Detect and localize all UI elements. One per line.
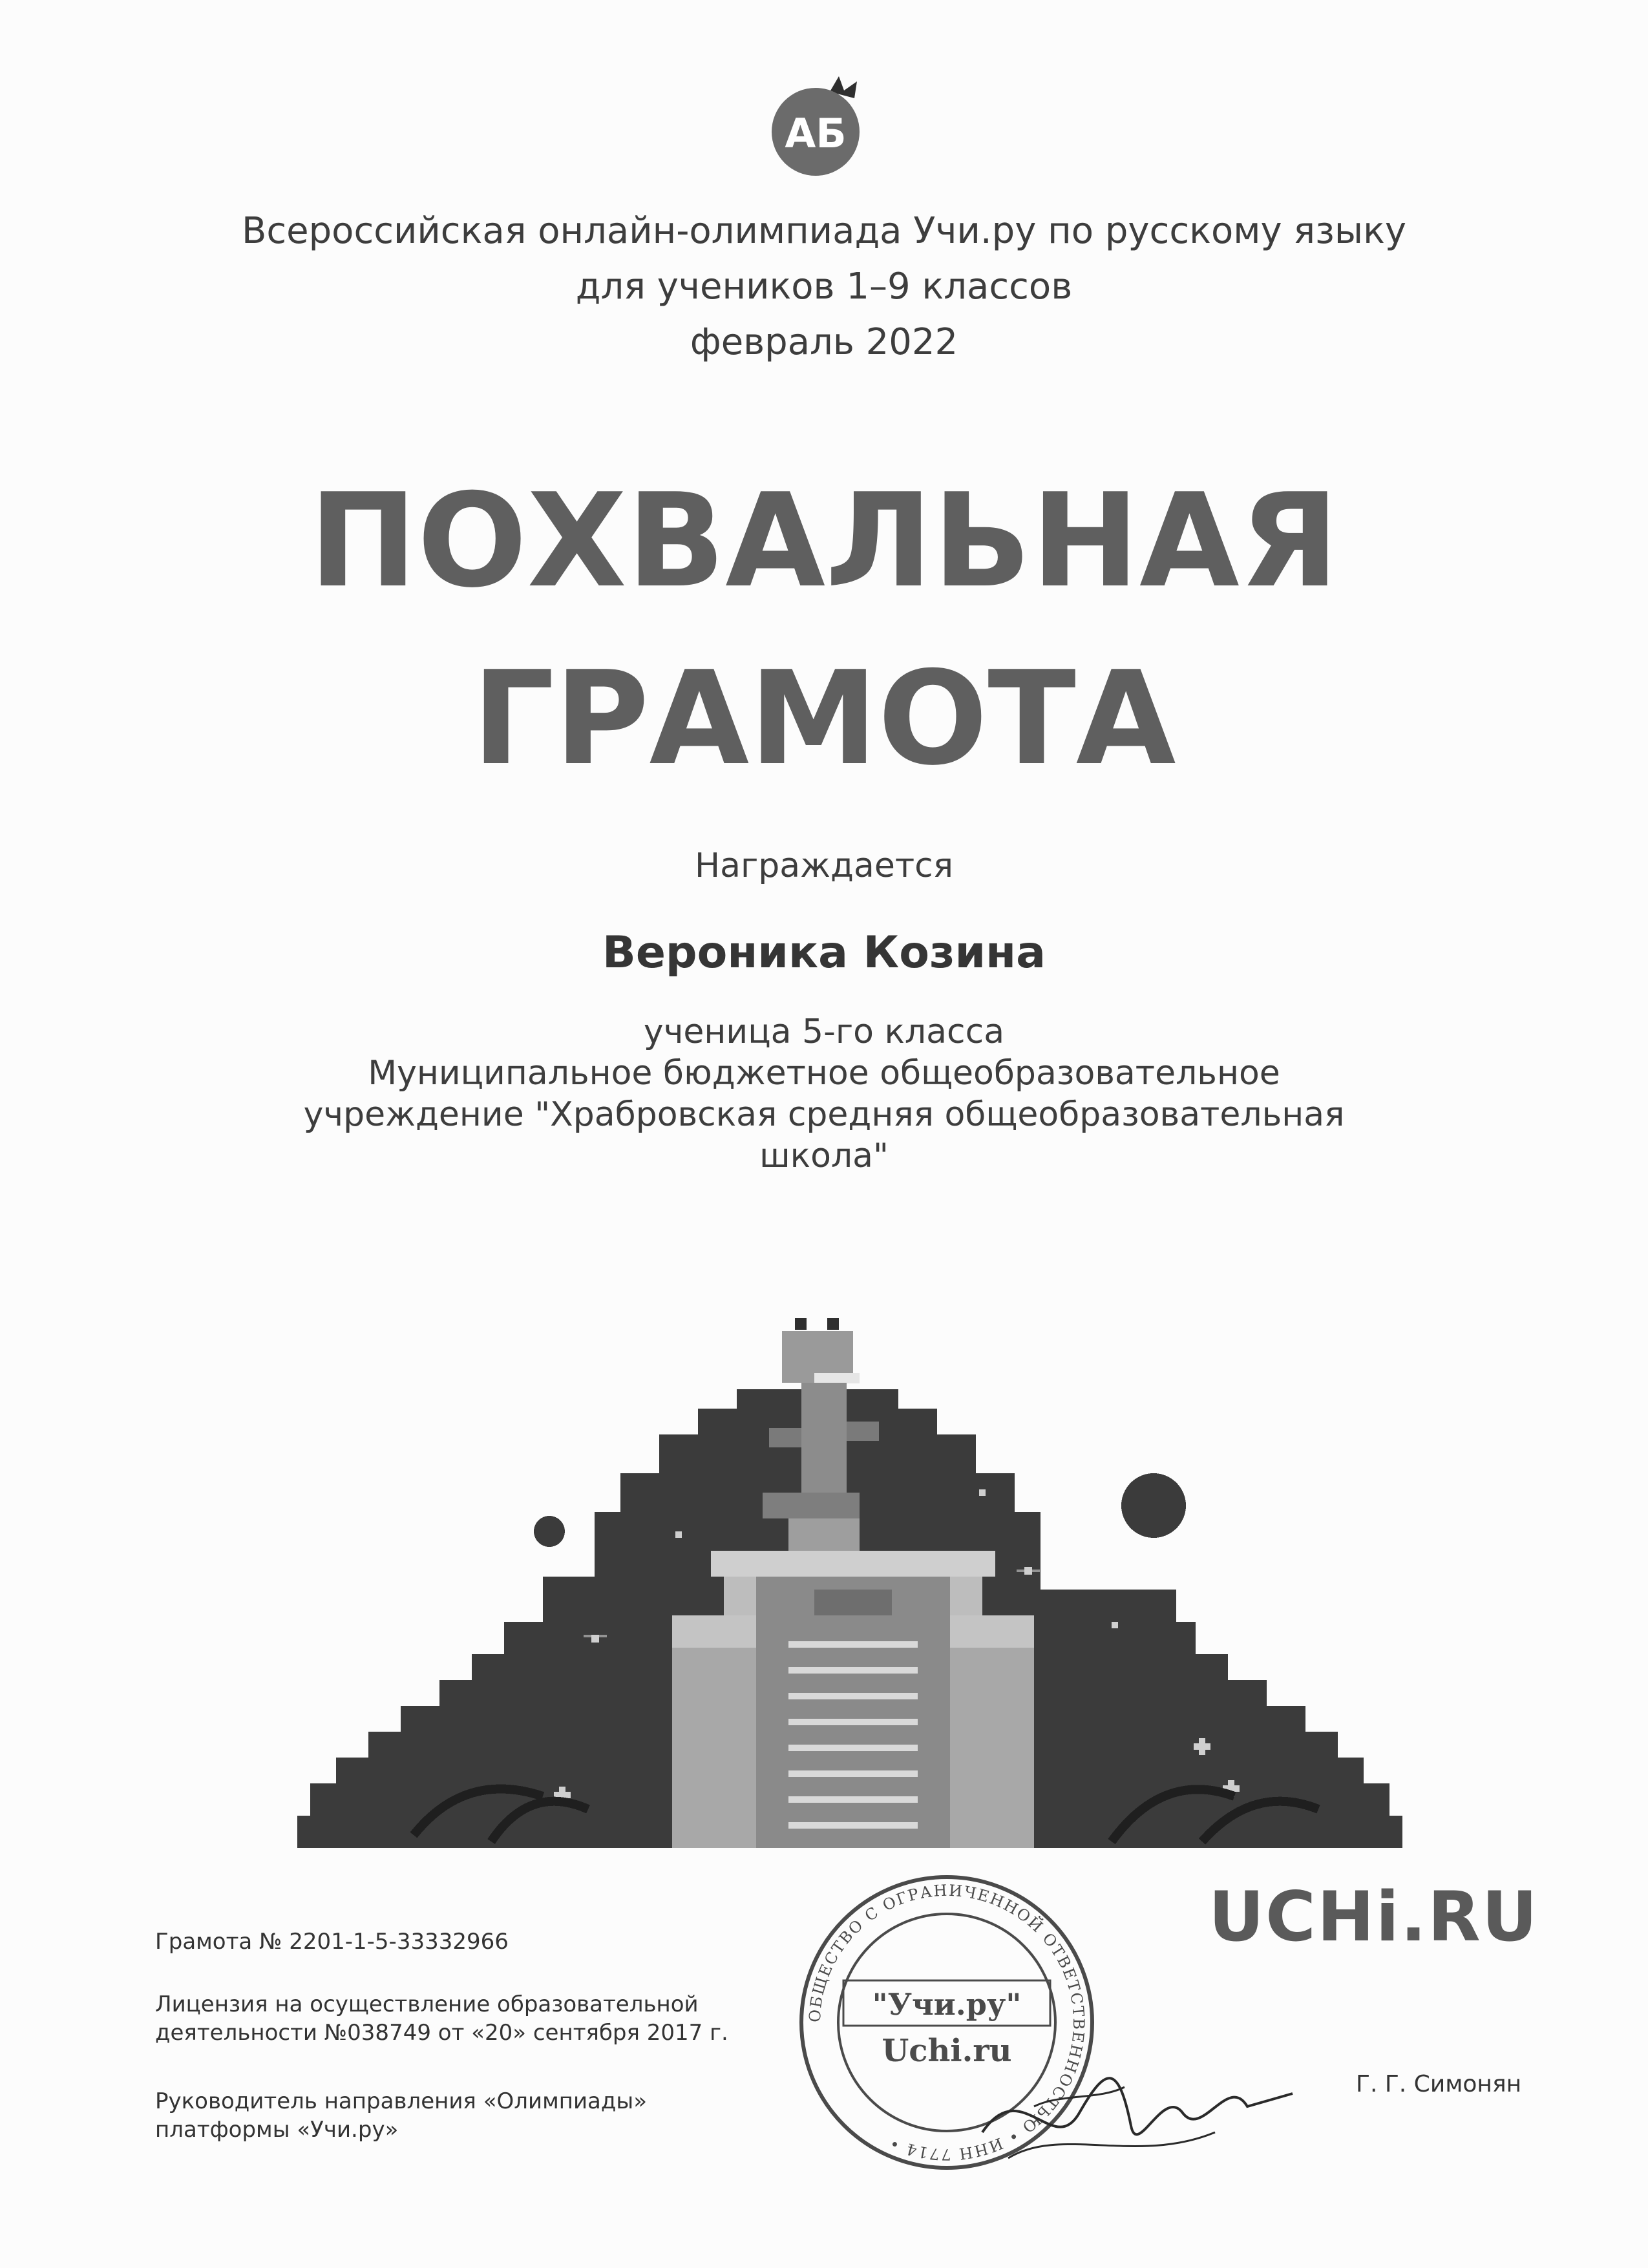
handwritten-signature-icon <box>969 2035 1305 2184</box>
title-line-2: ГРАМОТА <box>472 644 1176 794</box>
certificate-title <box>0 452 1648 808</box>
uchi-ru-logo: UCHi.RU <box>1209 1877 1539 1957</box>
awarded-label: Награждается <box>695 846 953 885</box>
pixel-art-illustration <box>297 1318 1402 1848</box>
olympiad-grades: для учеников 1–9 классов <box>575 266 1073 308</box>
license-info <box>155 1990 728 2047</box>
signer-name: Г. Г. Симонян <box>1356 2071 1522 2097</box>
certificate-number: Грамота № 2201-1-5-33332966 <box>155 1929 509 1955</box>
stamp-inner-line-1: "Учи.ру" <box>872 1987 1022 2022</box>
director-title <box>155 2087 647 2144</box>
stamp-inner-line-2: Uchi.ru <box>882 2033 1012 2069</box>
recipient-info <box>0 1011 1648 1177</box>
director-line-1: Руководитель направления «Олимпиады» <box>155 2088 648 2114</box>
planet-large-icon <box>1121 1473 1186 1538</box>
school-line-3: школа" <box>759 1137 889 1175</box>
olympiad-header <box>0 204 1648 370</box>
olympiad-name: Всероссийская онлайн-олимпиада Учи.ру по русскому языку <box>241 210 1407 252</box>
school-line-2: учреждение "Храбровская средняя общеобразовательная <box>303 1095 1345 1134</box>
olympiad-logo-icon <box>768 72 871 182</box>
license-line-1: Лицензия на осуществление образовательной <box>155 1991 699 2017</box>
recipient-name: Вероника Козина <box>602 927 1046 978</box>
license-line-2: деятельности №038749 от «20» сентября 2017 г. <box>155 2020 728 2046</box>
school-line-1: Муниципальное бюджетное общеобразовательное <box>368 1054 1280 1093</box>
planet-small-icon <box>534 1516 565 1547</box>
stamp-ring-text: ОБЩЕСТВО С ОГРАНИЧЕННОЙ ОТВЕТСТВЕННОСТЬЮ • ИНН 7714 • <box>805 1881 1088 2164</box>
title-line-1: ПОХВАЛЬНАЯ <box>309 466 1339 616</box>
director-line-2: платформы «Учи.ру» <box>155 2117 399 2143</box>
logo-text: АБ <box>785 110 847 157</box>
recipient-grade: ученица 5-го класса <box>643 1013 1005 1051</box>
olympiad-date: февраль 2022 <box>690 321 958 363</box>
